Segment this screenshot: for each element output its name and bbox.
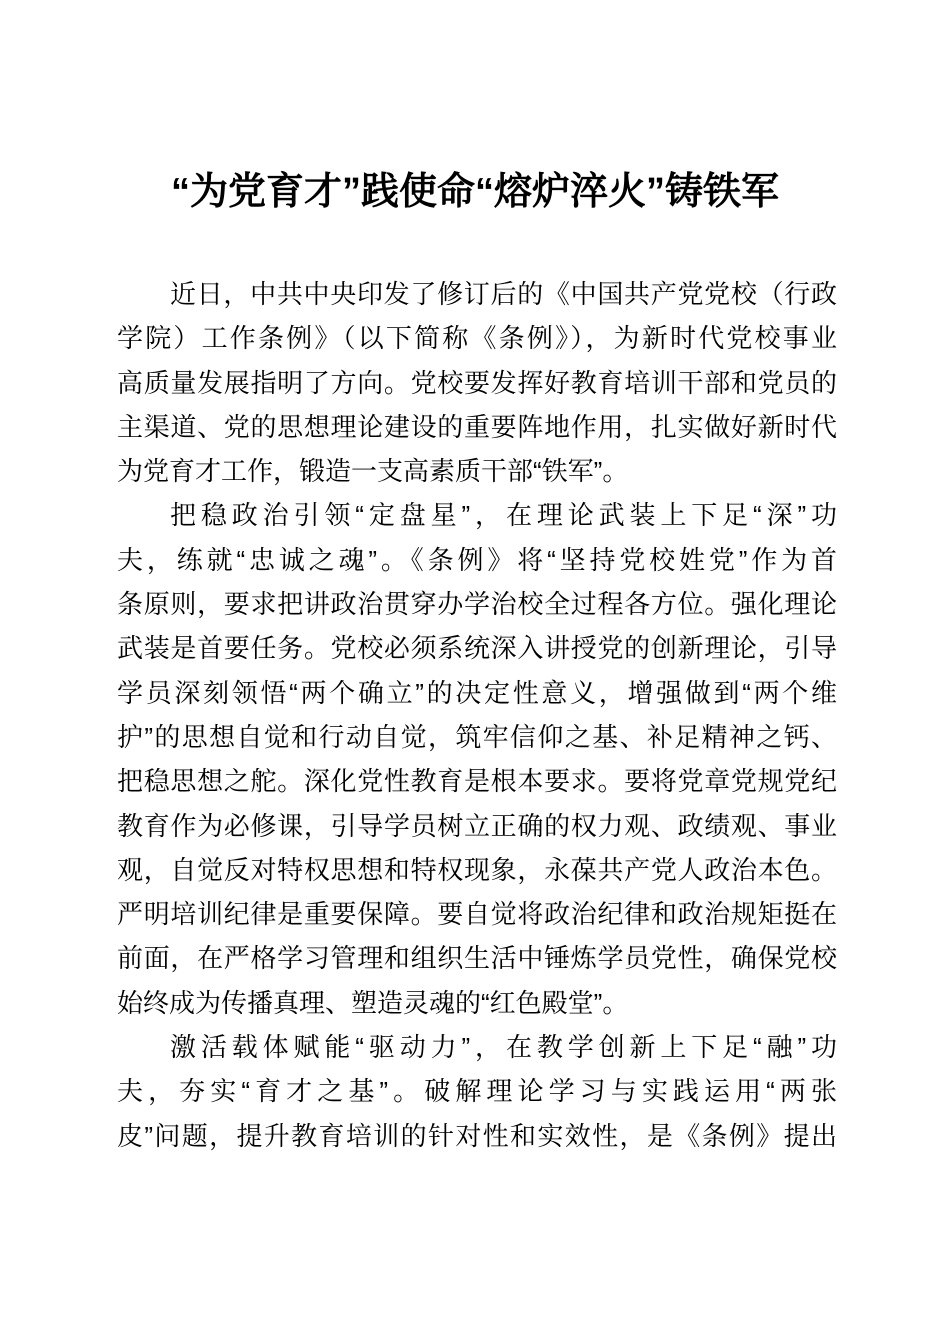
text-line: 观，自觉反对特权思想和特权现象，永葆共产党人政治本色。 [117,854,837,885]
text-line: 教育作为必修课，引导学员树立正确的权力观、政绩观、事业 [117,810,837,841]
text-line: 学院）工作条例》（以下简称《条例》），为新时代党校事业 [117,323,837,354]
document-body [117,272,837,1158]
text-line: 护”的思想自觉和行动自觉，筑牢信仰之基、补足精神之钙、 [117,721,837,752]
text-line: 近日，中共中央印发了修订后的《中国共产党党校（行政 [170,279,837,309]
paragraph [117,493,837,1025]
text-line: 始终成为传播真理、塑造灵魂的“红色殿堂”。 [117,987,629,1018]
text-line: 武装是首要任务。党校必须系统深入讲授党的创新理论，引导 [117,633,837,664]
text-line: 严明培训纪律是重要保障。要自觉将政治纪律和政治规矩挺在 [117,899,837,930]
text-line: 皮”问题，提升教育培训的针对性和实效性，是《条例》提出 [117,1120,837,1151]
paragraph [117,1025,837,1158]
text-line: 夫，练就“忠诚之魂”。《条例》将“坚持党校姓党”作为首 [117,544,837,575]
text-line: 主渠道、党的思想理论建设的重要阵地作用，扎实做好新时代 [117,411,837,442]
text-line: 激活载体赋能“驱动力”，在教学创新上下足“融”功 [170,1032,837,1063]
text-line: 为党育才工作，锻造一支高素质干部“铁军”。 [117,456,629,487]
document-title: “为党育才”践使命“熔炉淬火”铸铁军 [170,171,779,213]
text-line: 学员深刻领悟“两个确立”的决定性意义，增强做到“两个维 [117,677,837,708]
text-line: 前面，在严格学习管理和组织生活中锤炼学员党性，确保党校 [117,943,837,974]
text-line: 夫，夯实“育才之基”。破解理论学习与实践运用“两张 [117,1076,837,1107]
text-line: 高质量发展指明了方向。党校要发挥好教育培训干部和党员的 [117,367,837,398]
text-line: 条原则，要求把讲政治贯穿办学治校全过程各方位。强化理论 [117,589,837,620]
paragraph [117,272,837,493]
text-line: 把稳政治引领“定盘星”，在理论武装上下足“深”功 [170,500,837,531]
text-line: 把稳思想之舵。深化党性教育是根本要求。要将党章党规党纪 [117,766,837,797]
